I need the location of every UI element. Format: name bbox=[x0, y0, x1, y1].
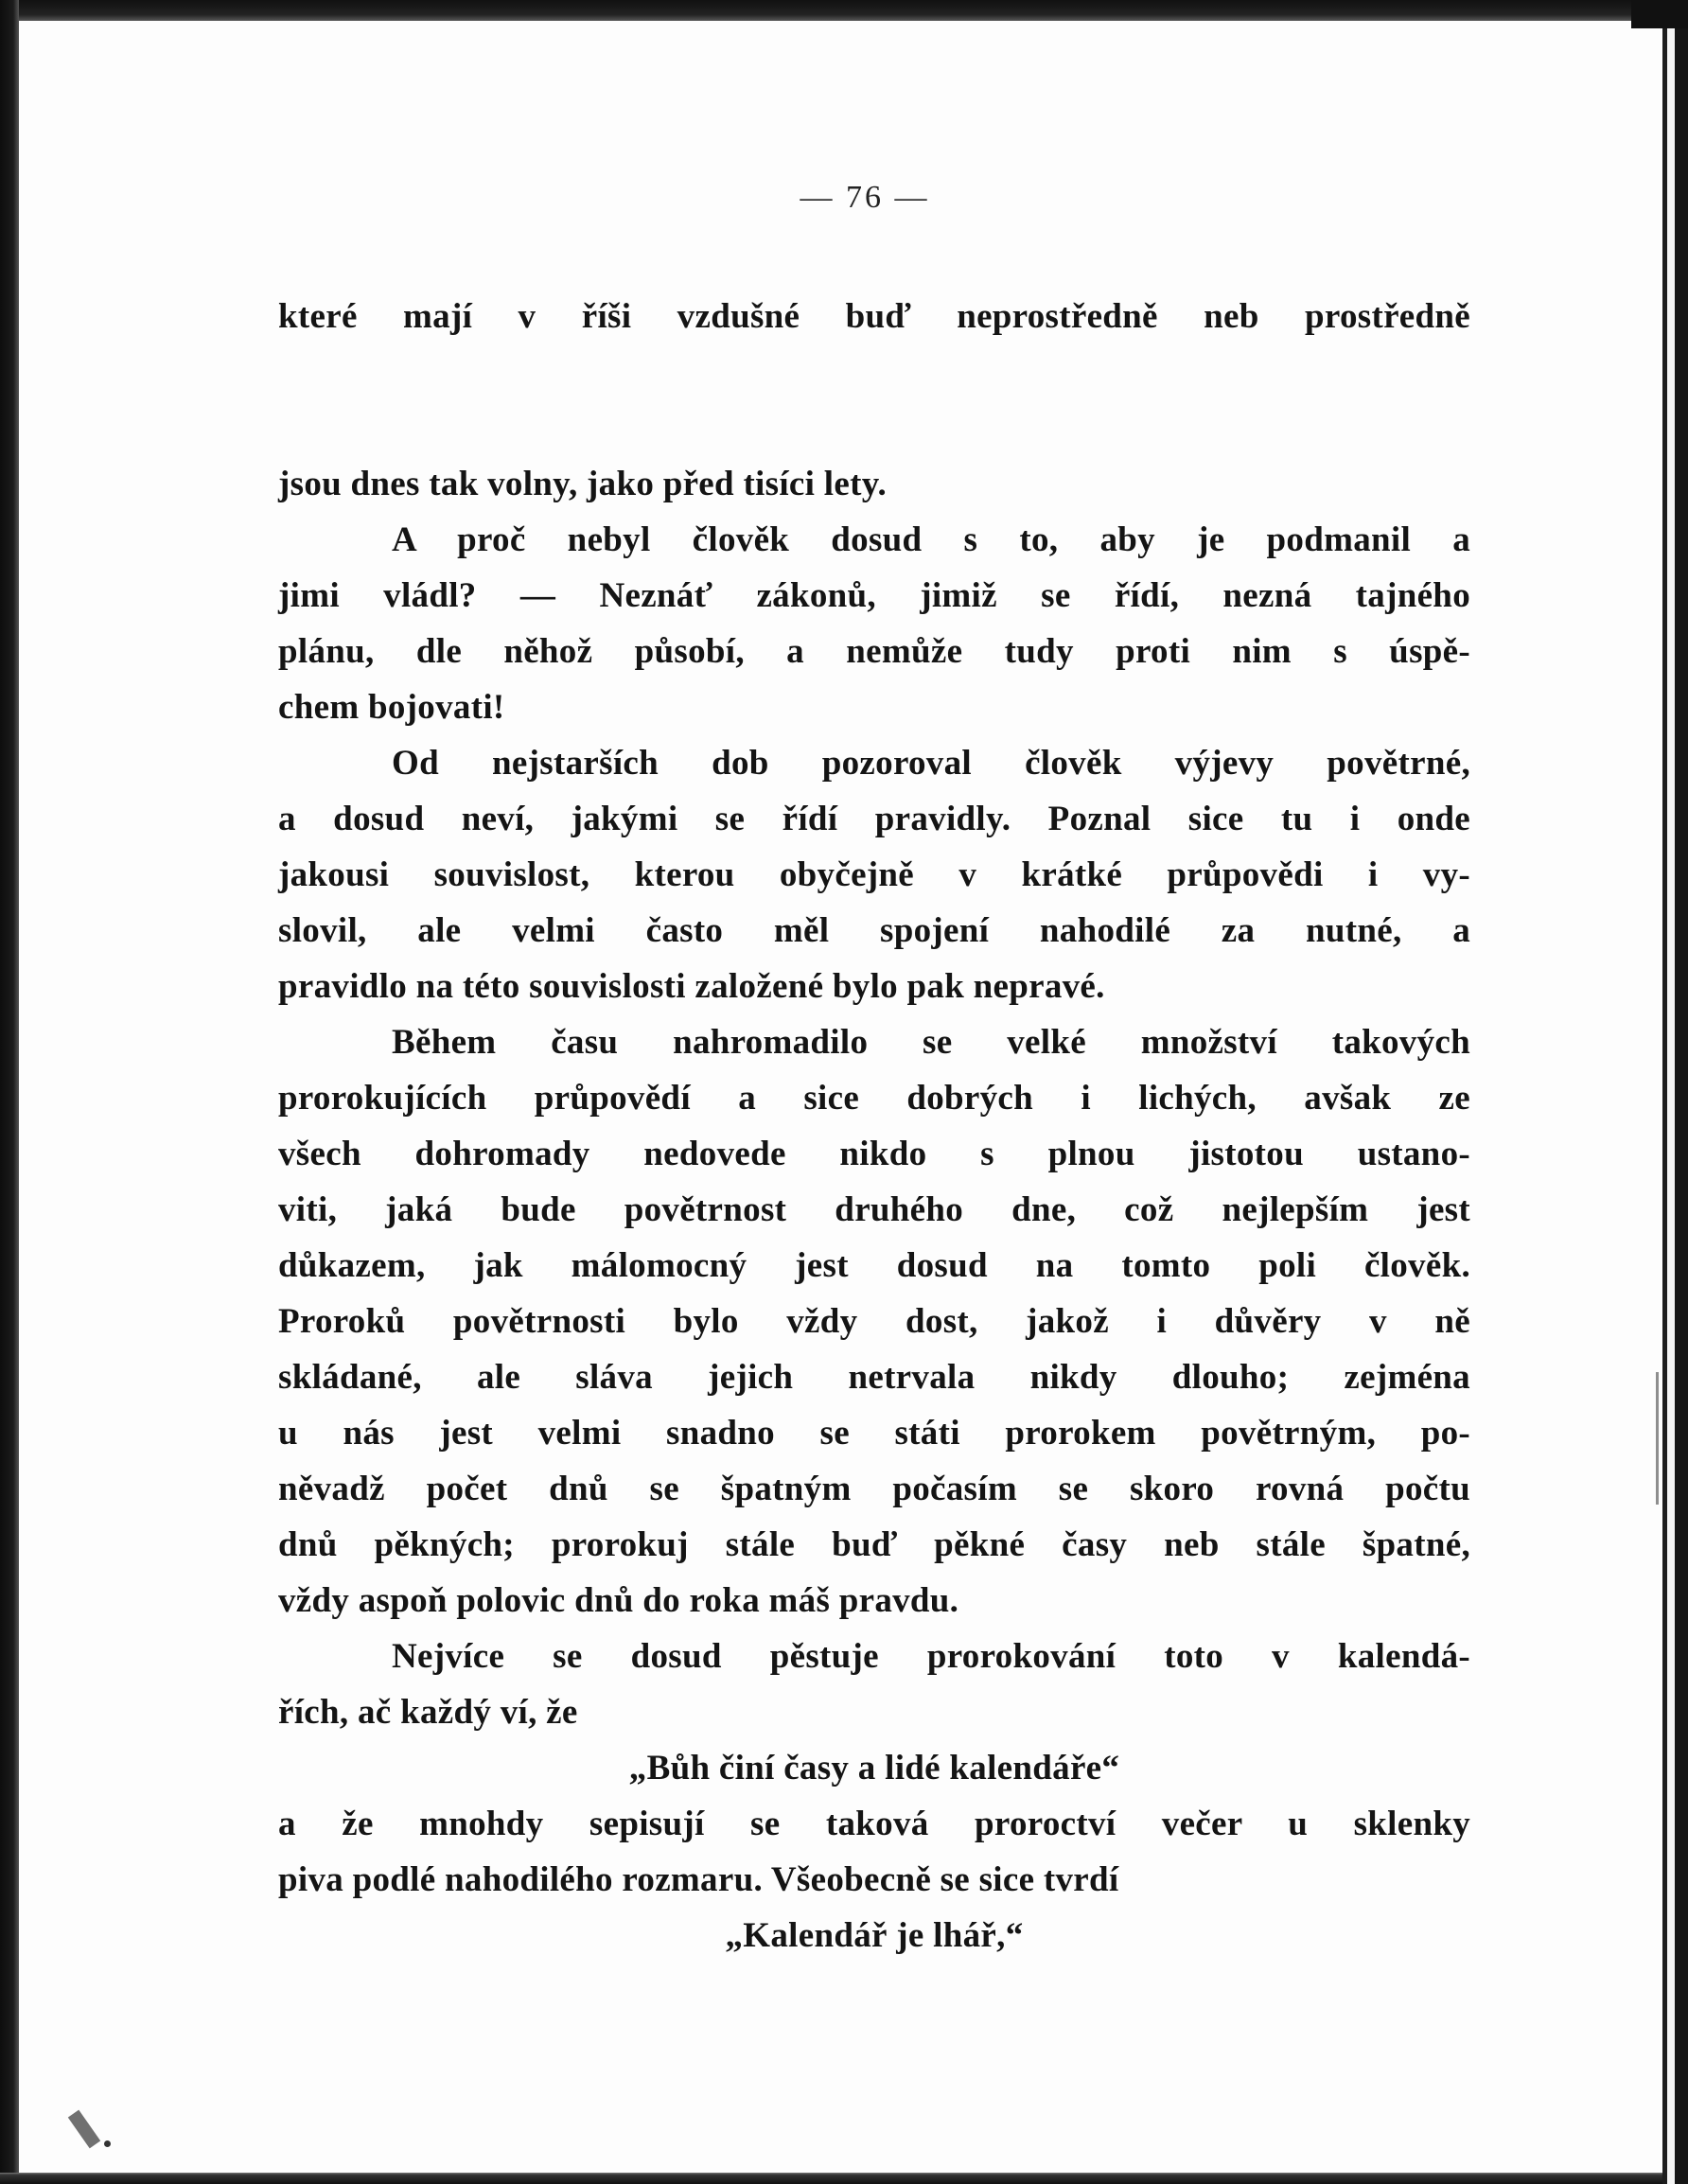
text-line: něvadž počet dnů se špatným počasím se skoro rovná počtu bbox=[278, 1470, 1470, 1508]
page-number: — 76 — bbox=[800, 180, 930, 215]
text-line: vždy aspoň polovic dnů do roka máš pravdu. bbox=[278, 1581, 959, 1620]
text-line: které mají v říši vzdušné buď neprostředně neb prostředně bbox=[278, 297, 1470, 336]
text-line: dnů pěkných; prorokuj stále buď pěkné časy neb stále špatné, bbox=[278, 1525, 1470, 1564]
scan-border-right-outer bbox=[1675, 0, 1688, 2184]
text-line: jimi vládl? — Neznáť zákonů, jimiž se řídí, nezná tajného bbox=[278, 576, 1470, 615]
text-line: jakousi souvislost, kterou obyčejně v krátké průpovědi i vy- bbox=[278, 855, 1470, 894]
text-line: Během času nahromadilo se velké množství takových bbox=[392, 1023, 1470, 1062]
scan-smudge bbox=[68, 2110, 100, 2149]
scan-corner bbox=[1631, 0, 1688, 28]
text-line: a že mnohdy sepisují se taková proroctví večer u sklenky bbox=[278, 1805, 1470, 1843]
scan-edge-mark bbox=[1656, 1372, 1659, 1505]
text-line: plánu, dle něhož působí, a nemůže tudy proti nim s úspě- bbox=[278, 632, 1470, 671]
text-line: Proroků povětrnosti bylo vždy dost, jakož i důvěry v ně bbox=[278, 1302, 1470, 1341]
quote-line: „Bůh činí časy a lidé kalendáře“ bbox=[628, 1749, 1120, 1788]
text-body bbox=[278, 289, 1470, 1964]
text-line: Nejvíce se dosud pěstuje prorokování toto v kalendá- bbox=[392, 1637, 1470, 1676]
scan-border-top bbox=[0, 0, 1688, 21]
text-line: důkazem, jak málomocný jest dosud na tomto poli člověk. bbox=[278, 1246, 1470, 1285]
text-line: všech dohromady nedovede nikdo s plnou jistotou ustano- bbox=[278, 1135, 1470, 1173]
scan-dot bbox=[104, 2140, 111, 2147]
text-line: pravidlo na této souvislosti založené bylo pak nepravé. bbox=[278, 967, 1105, 1006]
text-line: viti, jaká bude povětrnost druhého dne, což nejlepším jest bbox=[278, 1190, 1470, 1229]
text-line bbox=[278, 344, 1470, 400]
scan-border-bottom bbox=[0, 2173, 1688, 2184]
text-line: Od nejstarších dob pozoroval člověk výjevy povětrné, bbox=[392, 744, 1470, 783]
scan-border-right-gap bbox=[1667, 0, 1675, 2184]
text-line: chem bojovati! bbox=[278, 688, 505, 727]
text-line: piva podlé nahodilého rozmaru. Všeobecně se sice tvrdí bbox=[278, 1860, 1119, 1899]
text-line: jsou dnes tak volny, jako před tisíci lety. bbox=[278, 465, 888, 503]
scan-border-left bbox=[0, 0, 19, 2184]
text-line: u nás jest velmi snadno se státi prorokem povětrným, po- bbox=[278, 1414, 1470, 1453]
quote-line: „Kalendář je lhář,“ bbox=[725, 1916, 1024, 1955]
text-line: řích, ač každý ví, že bbox=[278, 1693, 578, 1732]
text-line: a dosud neví, jakými se řídí pravidly. Poznal sice tu i onde bbox=[278, 800, 1470, 838]
text-line bbox=[278, 400, 1470, 456]
text-line: A proč nebyl člověk dosud s to, aby je podmanil a bbox=[392, 520, 1470, 559]
text-line: prorokujících průpovědí a sice dobrých i lichých, avšak ze bbox=[278, 1079, 1470, 1118]
text-line: skládané, ale sláva jejich netrvala nikdy dlouho; zejména bbox=[278, 1358, 1470, 1397]
text-line: slovil, ale velmi často měl spojení nahodilé za nutné, a bbox=[278, 911, 1470, 950]
